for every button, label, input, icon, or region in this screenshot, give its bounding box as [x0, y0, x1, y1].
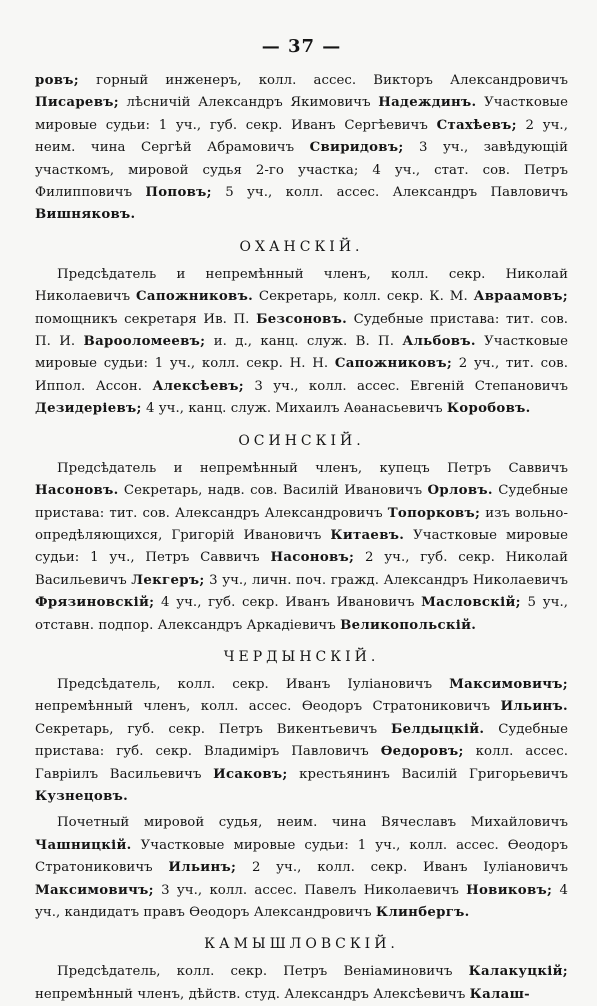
text-run: помощникъ секретаря Ив. П. — [35, 311, 257, 327]
surname-bold: Кузнецовъ. — [35, 788, 129, 804]
text-run: 3 уч., завѣдующій участкомъ, мировой судья 2-го участка; 4 уч., стат. сов. Петръ Филипповичъ — [35, 140, 569, 201]
text-run: Судебные пристава: губ. секр. Владиміръ Павловичъ — [35, 721, 568, 760]
text-run: 2 уч., губ. секр. Николай Васильевичъ — [35, 550, 568, 588]
text-run: непремѣнный членъ, колл. ассес. Ѳеодоръ Стратониковичъ — [35, 699, 501, 715]
surname-bold: Исаковъ; — [213, 766, 288, 782]
text-run: Секретарь, колл. секр. К. М. — [253, 289, 474, 305]
surname-bold: Ѳедоровъ; — [380, 744, 464, 760]
surname-bold: Калаш- — [469, 986, 530, 1002]
body-paragraph — [35, 812, 568, 924]
text-run: Судебные пристава: тит. сов. П. И. — [35, 311, 569, 350]
text-run: Участковые мировые судьи: 1 уч., губ. секр. Иванъ Сергѣевичъ — [35, 95, 568, 133]
text-run: крестьянинъ Василій Григорьевичъ — [287, 766, 568, 782]
text-run: лѣсничій Александръ Якимовичъ — [118, 95, 379, 111]
surname-bold: Ильинъ; — [168, 860, 237, 876]
surname-bold: Топорковъ; — [387, 505, 481, 521]
body-paragraph — [35, 70, 568, 227]
body-paragraph — [35, 961, 568, 1006]
surname-bold: Максимовичъ; — [449, 676, 568, 692]
surname-bold: Алексѣевъ; — [152, 378, 244, 394]
text-run: Предсѣдатель и непремѣнный членъ, колл. секр. Николай Николаевичъ — [35, 266, 568, 305]
surname-bold: Новиковъ; — [466, 882, 553, 898]
surname-bold: ровъ; — [35, 73, 80, 88]
page-body — [35, 70, 568, 1006]
text-run: Секретарь, губ. секр. Петръ Викентьевичъ — [35, 721, 391, 737]
text-run: и. д., канц. служ. В. П. — [205, 334, 403, 350]
text-run: 4 уч., губ. секр. Иванъ Ивановичъ — [154, 595, 422, 611]
body-paragraph — [35, 264, 568, 421]
surname-bold: Поповъ; — [145, 185, 212, 201]
section-heading: ОХАНСКІЙ. — [239, 238, 364, 255]
surname-bold: Надеждинъ. — [378, 95, 477, 111]
text-run: 5 уч., колл. ассес. Александръ Павловичъ — [211, 185, 568, 201]
text-run: Судебные пристава: тит. сов. Александръ Александровичъ — [35, 483, 568, 521]
surname-bold: Лекгеръ; — [131, 572, 205, 588]
surname-bold: Белдыцкій. — [391, 721, 485, 737]
section-heading: КАМЫШЛОВСКІЙ. — [204, 936, 399, 953]
text-run: 2 уч., неим. чина Сергѣй Абрамовичъ — [35, 117, 568, 156]
surname-bold: Великопольскій. — [340, 617, 477, 633]
surname-bold: Насоновъ; — [270, 550, 355, 566]
text-run: Почетный мировой судья, неим. чина Вячеславъ Михайловичъ — [57, 815, 568, 831]
surname-bold: Коробовъ. — [446, 401, 531, 417]
text-run: Предсѣдатель, колл. секр. Петръ Веніаминовичъ — [57, 964, 469, 980]
text-run: изъ вольно-опредѣляющихся, Григорій Ивановичъ — [35, 505, 568, 543]
text-run: непремѣнный членъ, дѣйств. студ. Александръ Алексѣевичъ — [35, 986, 470, 1002]
surname-bold: Альбовъ. — [402, 334, 476, 350]
body-paragraph — [35, 458, 568, 637]
surname-bold: Насоновъ. — [35, 483, 119, 499]
surname-bold: Дезидеріевъ; — [35, 401, 142, 417]
surname-bold: Авраамовъ; — [473, 289, 568, 305]
text-run: Предсѣдатель, колл. секр. Иванъ Іуліановичъ — [57, 676, 450, 692]
text-run: колл. ассес. Гавріилъ Васильевичъ — [35, 744, 569, 782]
text-run: Предсѣдатель и непремѣнный членъ, купецъ Петръ Саввичъ — [57, 460, 568, 476]
page-number: — 37 — — [261, 36, 342, 57]
text-run: 4 уч., канц. служ. Михаилъ Аѳанасьевичъ — [141, 401, 447, 417]
text-run: 4 уч., кандидатъ правъ Ѳеодоръ Александровичъ — [35, 882, 568, 920]
surname-bold: Китаевъ. — [330, 527, 405, 543]
surname-bold: Клинбергъ. — [375, 905, 470, 920]
text-run: Участковые мировые судьи: 1 уч., колл. ассес. Ѳеодоръ Стратониковичъ — [35, 837, 568, 876]
text-run: 2 уч., тит. сов. Иппол. Ассон. — [35, 356, 568, 394]
text-run: 2 уч., колл. секр. Иванъ Іуліановичъ — [236, 860, 569, 876]
surname-bold: Масловскій; — [421, 595, 521, 611]
surname-bold: Максимовичъ; — [35, 882, 154, 898]
surname-bold: Безсоновъ. — [256, 311, 348, 327]
surname-bold: Стахѣевъ; — [436, 117, 517, 133]
text-run: 3 уч., колл. ассес. Павелъ Николаевичъ — [153, 882, 467, 898]
text-run: Участковые мировые судьи: 1 уч., Петръ Саввичъ — [35, 527, 569, 566]
surname-bold: Сапожниковъ. — [136, 289, 254, 305]
surname-bold: Сапожниковъ; — [334, 356, 453, 372]
surname-bold: Писаревъ; — [35, 95, 119, 111]
section-heading: ОСИНСКІЙ. — [238, 432, 365, 449]
surname-bold: Орловъ. — [427, 483, 493, 499]
surname-bold: Варооломеевъ; — [83, 334, 206, 350]
surname-bold: Чашницкій. — [35, 837, 132, 853]
surname-bold: Вишняковъ. — [35, 207, 136, 223]
text-run: Участковые мировые судьи: 1 уч., колл. секр. Н. Н. — [35, 334, 568, 372]
body-paragraph — [35, 674, 568, 808]
text-run: горный инженеръ, колл. ассес. Викторъ Александровичъ — [79, 73, 568, 88]
text-run: 3 уч., личн. поч. гражд. Александръ Николаевичъ — [204, 572, 568, 588]
text-run: 3 уч., колл. ассес. Евгеній Степановичъ — [243, 378, 568, 394]
surname-bold: Фрязиновскій; — [35, 595, 155, 611]
surname-bold: Ильинъ. — [500, 699, 568, 715]
surname-bold: Калакуцкій; — [468, 964, 568, 980]
text-run: 5 уч., отставн. подпор. Александръ Аркадіевичъ — [35, 595, 568, 633]
surname-bold: Свиридовъ; — [309, 140, 404, 156]
text-run: Секретарь, надв. сов. Василій Ивановичъ — [118, 483, 428, 499]
section-heading: ЧЕРДЫНСКІЙ. — [223, 648, 380, 665]
